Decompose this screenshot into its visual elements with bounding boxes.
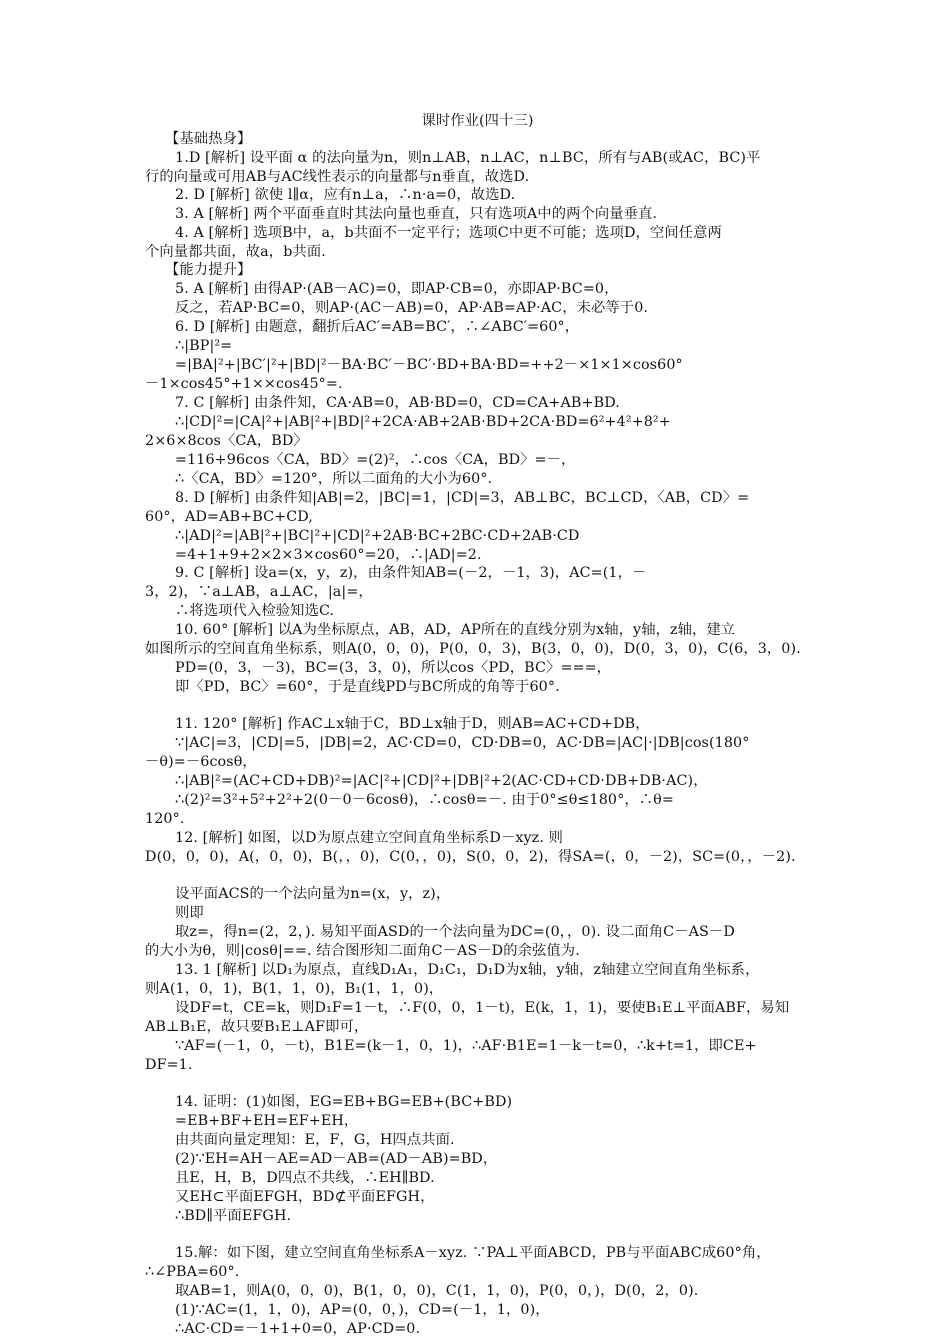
text-line: 取AB=1，则A(0，0，0)，B(1，0，0)，C(1，1，0)，P(0，0，)，D(0，2，0). [175, 1283, 699, 1299]
text-line: PD=(0，3，－3)，BC=(3，3，0)，所以cos〈PD，BC〉===， [175, 660, 612, 676]
text-line: 10. 60° [解析] 以A为坐标原点，AB，AD，AP所在的直线分别为x轴，y轴，z轴，建立 [175, 622, 736, 638]
text-line: 3，2)，∵a⊥AB，a⊥AC，|a|=， [145, 584, 373, 600]
text-line: 取z=，得n=(2，2，). 易知平面ASD的一个法向量为DC=(0，，0). 设二面角C－AS－D [175, 924, 735, 940]
text-line: ∴∠PBA=60°. [145, 1264, 240, 1280]
text-line: ∴AC·CD=－1+1+0=0，AP·CD=0. [175, 1321, 421, 1337]
text-line: ∴(2)²=3²+5²+2²+2(0－0－6cosθ)，∴cosθ=－. 由于0°≤θ≤180°，∴θ= [175, 792, 674, 808]
text-line: －θ)=－6cosθ， [145, 754, 257, 770]
text-line: 如图所示的空间直角坐标系，则A(0，0，0)，P(0，0，3)，B(3，0，0)，D(0，3，0)，C(6，3，0). [145, 641, 801, 657]
text-line: 120°. [145, 811, 185, 827]
text-line: 2×6×8cos〈CA，BD〉 [145, 433, 308, 449]
text-line: =EB+BF+EH=EF+EH， [175, 1113, 359, 1129]
text-line: ∴将选项代入检验知选C. [175, 603, 335, 619]
text-line: 2. D [解析] 欲使 l∥α，应有n⊥a，∴n·a=0，故选D. [175, 187, 516, 203]
text-line: =|BA|²+|BC′|²+|BD|²－BA·BC′－BC′·BD+BA·BD=++2－×1×1×cos60° [175, 357, 683, 373]
text-line: 1.D [解析] 设平面 α 的法向量为n，则n⊥AB，n⊥AC，n⊥BC，所有与AB(或AC，BC)平 [175, 150, 761, 166]
text-line: ∴|AB|²=(AC+CD+DB)²=|AC|²+|CD|²+|DB|²+2(AC·CD+CD·DB+DB·AC)， [175, 773, 708, 789]
text-line: 则即 [175, 905, 204, 921]
text-line: 由共面向量定理知：E，F，G，H四点共面. [175, 1132, 455, 1148]
text-line: 【能力提升】 [165, 262, 252, 278]
text-line: 即〈PD，BC〉=60°，于是直线PD与BC所成的角等于60°. [175, 679, 560, 695]
text-line: 【基础热身】 [165, 131, 252, 147]
text-line: 8. D [解析] 由条件知|AB|=2，|BC|=1，|CD|=3，AB⊥BC，BC⊥CD，〈AB，CD〉= [175, 490, 750, 506]
text-line: 9. C [解析] 设a=(x，y，z)，由条件知AB=(－2，－1，3)，AC=(1，－ [175, 565, 647, 581]
text-line: 5. A [解析] 由得AP·(AB－AC)=0，即AP·CB=0，亦即AP·BC=0， [175, 281, 619, 297]
text-line: 11. 120° [解析] 作AC⊥x轴于C，BD⊥x轴于D，则AB=AC+CD+DB， [175, 716, 650, 732]
text-line: ∵AF=(－1，0，－t)，B1E=(k－1，0，1)，∴AF·B1E=1－k－t=0，∴k+t=1，即CE+ [175, 1038, 757, 1054]
text-line: 15.解：如下图，建立空间直角坐标系A－xyz. ∵PA⊥平面ABCD，PB与平面ABC成60°角， [175, 1245, 771, 1261]
text-line: (2)∵EH=AH－AE=AD－AB=(AD－AB)=BD， [175, 1151, 498, 1167]
text-line: 14. 证明：(1)如图，EG=EB+BG=EB+(BC+BD) [175, 1094, 513, 1110]
text-line: ∴〈CA，BD〉=120°，所以二面角的大小为60°. [175, 471, 493, 487]
text-line: =116+96cos〈CA，BD〉=(2)²，∴cos〈CA，BD〉=－， [175, 452, 576, 468]
text-line: D(0，0，0)，A(，0，0)，B(，，0)，C(0，，0)，S(0，0，2)，得SA=(，0，－2)，SC=(0，，－2). [145, 849, 796, 865]
text-line: 60°，AD=AB+BC+CD, [145, 509, 313, 525]
text-line: 的大小为θ，则|cosθ|==. 结合图形知二面角C－AS－D的余弦值为. [145, 943, 580, 959]
text-line: 12. [解析] 如图，以D为原点建立空间直角坐标系D－xyz. 则 [175, 830, 564, 846]
text-line: 反之，若AP·BC=0，则AP·(AC－AB)=0，AP·AB=AP·AC，未必等于0. [175, 300, 649, 316]
text-line: 又EH⊂平面EFGH，BD⊄平面EFGH， [175, 1189, 435, 1205]
text-line: 6. D [解析] 由题意，翻折后AC′=AB=BC′，∴∠ABC′=60°， [175, 319, 580, 335]
text-line: 且E，H，B，D四点不共线，∴EH∥BD. [175, 1170, 435, 1186]
text-line: DF=1. [145, 1057, 193, 1073]
text-line: (1)∵AC=(1，1，0)，AP=(0，0，)，CD=(－1，1，0)， [175, 1302, 550, 1318]
text-line: 设平面ACS的一个法向量为n=(x，y，z)， [175, 886, 451, 902]
text-line: ∴|BP|²= [175, 338, 233, 354]
text-line: ∴BD∥平面EFGH. [175, 1208, 292, 1224]
text-line: －1×cos45°+1××cos45°=. [145, 376, 343, 392]
text-line: ∴|CD|²=|CA|²+|AB|²+|BD|²+2CA·AB+2AB·BD+2CA·BD=6²+4²+8²+ [175, 414, 671, 430]
text-line: 则A(1，0，1)，B(1，1，0)，B₁(1，1，0)， [145, 981, 444, 997]
text-line: ∵|AC|=3，|CD|=5，|DB|=2，AC·CD=0，CD·DB=0，AC·DB=|AC|·|DB|cos(180° [175, 735, 750, 751]
text-line: AB⊥B₁E，故只要B₁E⊥AF即可， [145, 1019, 369, 1035]
text-line: 设DF=t，CE=k，则D₁F=1－t，∴F(0，0，1－t)，E(k，1，1)，要使B₁E⊥平面ABF，易知 [175, 1000, 790, 1016]
text-line: 3. A [解析] 两个平面垂直时其法向量也垂直，只有选项A中的两个向量垂直. [175, 206, 658, 222]
text-line: =4+1+9+2×2×3×cos60°=20，∴|AD|=2. [175, 547, 482, 563]
text-line: ∴|AD|²=|AB|²+|BC|²+|CD|²+2AB·BC+2BC·CD+2AB·CD [175, 528, 580, 544]
text-line: 7. C [解析] 由条件知，CA·AB=0，AB·BD=0，CD=CA+AB+BD. [175, 395, 620, 411]
text-line: 4. A [解析] 选项B中，a，b共面不一定平行；选项C中更不可能；选项D，空间任意两 [175, 225, 722, 241]
page-title: 课时作业(四十三) [421, 113, 534, 129]
text-line: 13. 1 [解析] 以D₁为原点，直线D₁A₁，D₁C₁，D₁D为x轴，y轴，z轴建立空间直角坐标系， [175, 962, 760, 978]
text-line: 个向量都共面，故a，b共面. [145, 244, 326, 260]
text-line: 行的向量或可用AB与AC线性表示的向量都与n垂直，故选D. [145, 169, 530, 185]
